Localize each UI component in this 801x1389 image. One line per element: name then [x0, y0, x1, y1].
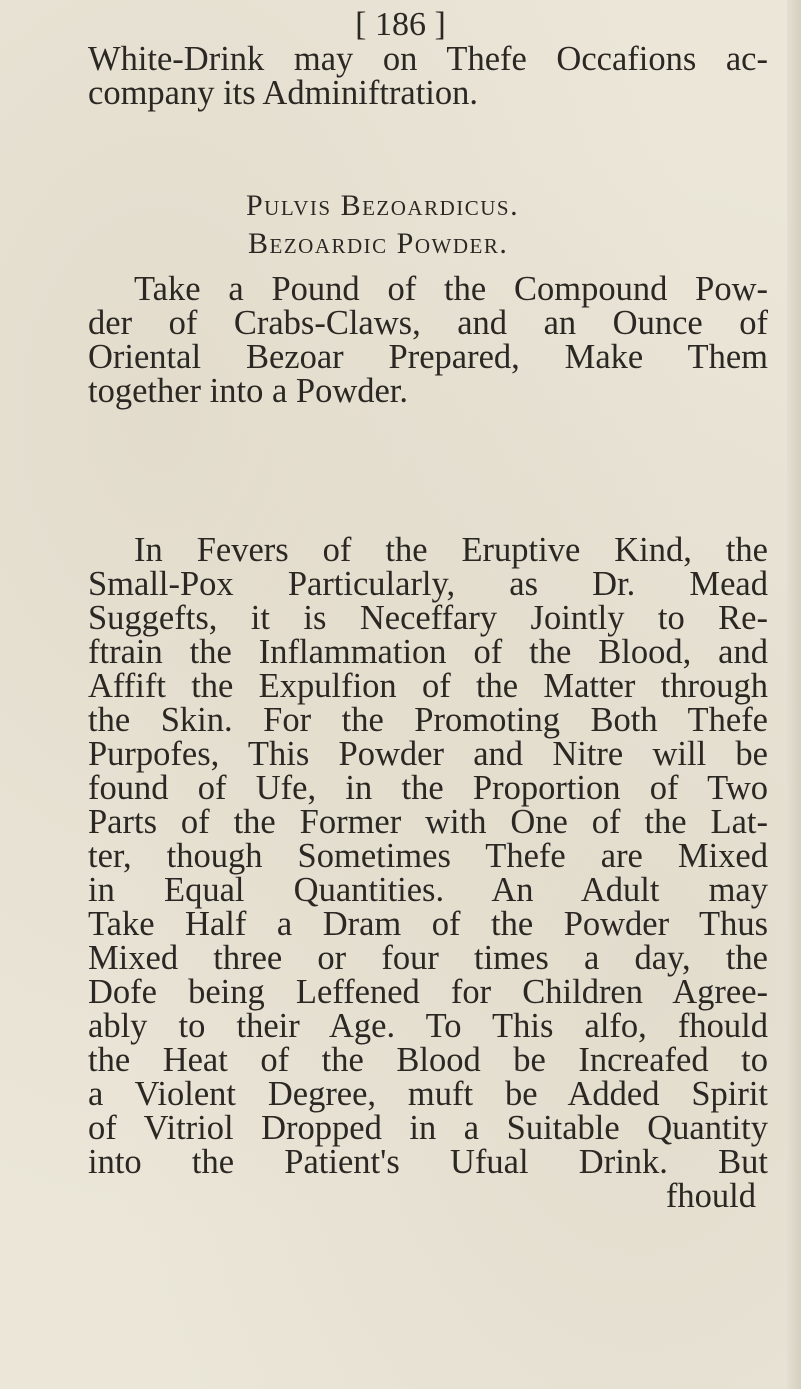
- text-line: Small-Pox Particularly, as Dr. Mead: [88, 565, 768, 603]
- latin-heading: Pulvis Bezoardicus.: [246, 189, 520, 222]
- text-line: ftrain the Inflammation of the Blood, and: [88, 633, 768, 671]
- intro-paragraph: [88, 42, 768, 110]
- text-line: Affift the Expulfion of the Matter through: [88, 667, 768, 705]
- text-line: of Vitriol Dropped in a Suitable Quantity: [88, 1109, 768, 1147]
- text-line: ter, though Sometimes Thefe are Mixed: [88, 837, 768, 875]
- text-line: Take a Pound of the Compound Pow-: [134, 270, 768, 308]
- text-line: Suggefts, it is Neceffary Jointly to Re-: [88, 599, 768, 637]
- text-line: In Fevers of the Eruptive Kind, the: [134, 531, 768, 569]
- text-line: the Skin. For the Promoting Both Thefe: [88, 701, 768, 739]
- text-line: Take Half a Dram of the Powder Thus: [88, 905, 768, 943]
- text-line: Mixed three or four times a day, the: [88, 939, 768, 977]
- text-line: company its Adminiftration.: [88, 74, 478, 112]
- text-line: into the Patient's Ufual Drink. But: [88, 1143, 768, 1181]
- catchword: fhould: [665, 1177, 756, 1215]
- text-line: ably to their Age. To This alfo, fhould: [88, 1007, 768, 1045]
- text-line: Parts of the Former with One of the Lat-: [88, 803, 768, 841]
- recipe-paragraph: [88, 272, 768, 408]
- text-line: found of Ufe, in the Proportion of Two: [88, 769, 768, 807]
- text-line: the Heat of the Blood be Increafed to: [88, 1041, 768, 1079]
- text-line: a Violent Degree, muft be Added Spirit: [88, 1075, 768, 1113]
- page-number: [ 186 ]: [355, 6, 446, 43]
- text-line: der of Crabs-Claws, and an Ounce of: [88, 304, 768, 342]
- fever-paragraph: [88, 533, 768, 1213]
- text-line: Oriental Bezoar Prepared, Make Them: [88, 338, 768, 376]
- text-line: together into a Powder.: [88, 372, 409, 410]
- english-heading: Bezoardic Powder.: [248, 227, 509, 260]
- text-line: Dofe being Leffened for Children Agree-: [88, 973, 768, 1011]
- text-line: in Equal Quantities. An Adult may: [88, 871, 768, 909]
- text-line: Purpofes, This Powder and Nitre will be: [88, 735, 768, 773]
- text-line: White-Drink may on Thefe Occafions ac-: [88, 40, 768, 78]
